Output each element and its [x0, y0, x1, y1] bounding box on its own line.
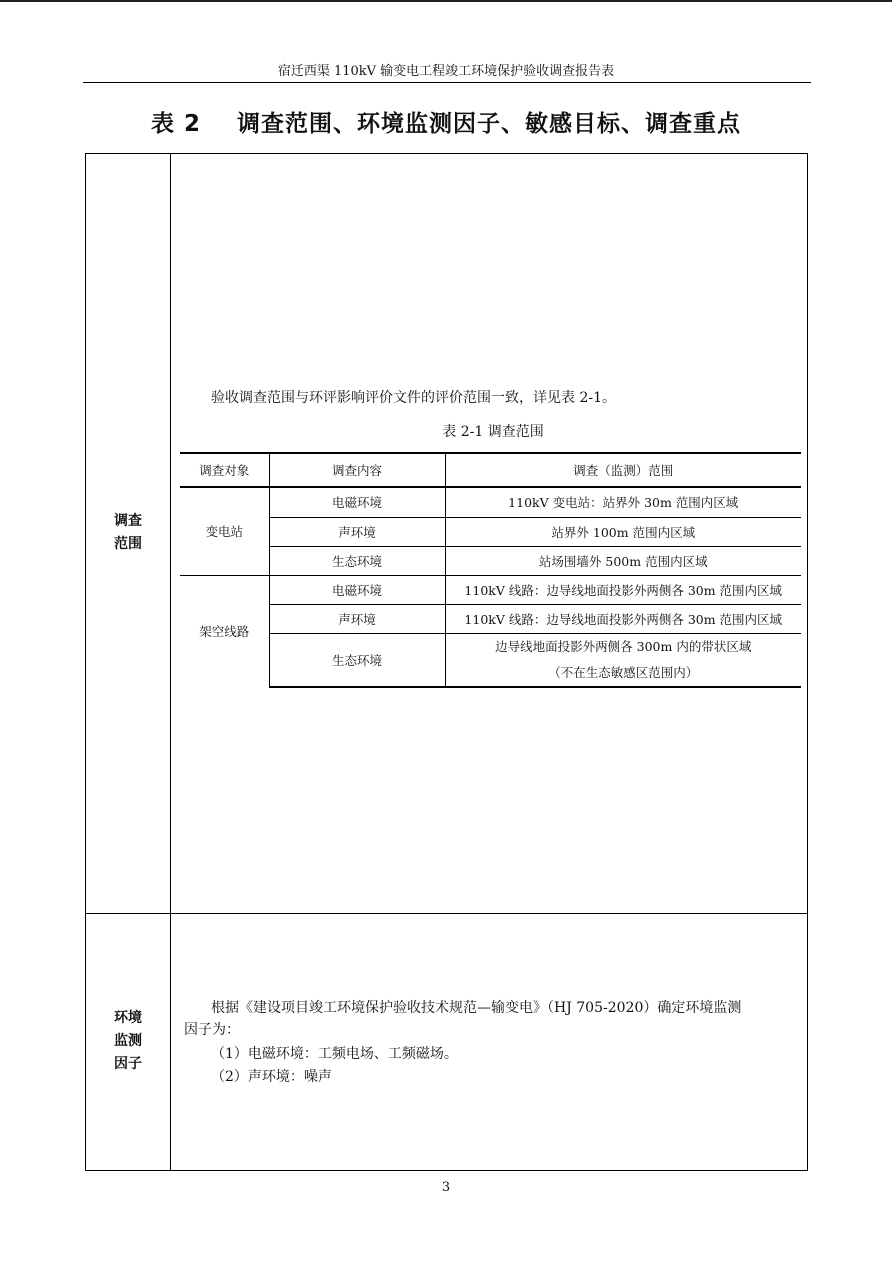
- running-header: 宿迁西渠 110kV 输变电工程竣工环境保护验收调查报告表: [277, 64, 615, 79]
- row-range-line-1: 边导线地面投影外两侧各 300m 内的带状区域: [495, 638, 752, 654]
- row-range: 站界外 100m 范围内区域: [445, 517, 801, 546]
- table-row: [180, 546, 801, 575]
- header-rule: [83, 82, 811, 83]
- scope-intro-text: 验收调查范围与环评影响评价文件的评价范围一致，详见表 2-1。: [211, 390, 616, 406]
- monitoring-item-2: （2）声环境：噪声: [211, 1069, 332, 1085]
- scope-section-label: [86, 510, 170, 556]
- scope-label-line-1: 调查: [114, 513, 142, 529]
- table-header-row: [180, 453, 801, 487]
- row-range-multiline: [445, 633, 801, 687]
- group-object-overhead-line: 架空线路: [180, 575, 269, 687]
- table-caption: 表 2-1 调查范围: [442, 424, 544, 440]
- row-content: 电磁环境: [269, 575, 445, 604]
- monitoring-intro-line-1: 根据《建设项目竣工环境保护验收技术规范—输变电》（HJ 705-2020）确定环境监测: [211, 1000, 742, 1016]
- table-row: [180, 487, 801, 517]
- row-content: 生态环境: [269, 633, 445, 687]
- header-content: 调查内容: [269, 453, 445, 487]
- group-object-substation: 变电站: [205, 524, 243, 540]
- top-border-rule: [0, 0, 892, 2]
- table-row: [180, 633, 801, 687]
- scope-label-line-2: 范围: [114, 536, 142, 552]
- row-content: 声环境: [269, 604, 445, 633]
- table-row: [180, 517, 801, 546]
- header-range: 调查（监测）范围: [445, 453, 801, 487]
- row-range-line-2: （不在生态敏感区范围内）: [548, 664, 699, 680]
- monitoring-label-line-2: 监测: [114, 1033, 142, 1049]
- main-form-table: [85, 153, 808, 1171]
- table-row: [180, 575, 801, 604]
- row-content: 生态环境: [269, 546, 445, 575]
- section-divider: [86, 913, 807, 914]
- row-range: 110kV 变电站：站界外 30m 范围内区域: [445, 487, 801, 517]
- monitoring-section-label: [86, 1007, 170, 1076]
- document-title: 表 2 调查范围、环境监测因子、敏感目标、调查重点: [150, 111, 742, 137]
- header-object: 调查对象: [180, 453, 269, 487]
- page-number: 3: [441, 1180, 451, 1195]
- row-range: 站场围墙外 500m 范围内区域: [445, 546, 801, 575]
- monitoring-intro-line-2: 因子为：: [184, 1022, 240, 1038]
- row-range: 110kV 线路：边导线地面投影外两侧各 30m 范围内区域: [445, 575, 801, 604]
- monitoring-label-line-1: 环境: [114, 1010, 142, 1026]
- label-column-divider: [170, 154, 171, 1170]
- row-content: 声环境: [269, 517, 445, 546]
- scope-table: [180, 452, 801, 688]
- monitoring-label-line-3: 因子: [114, 1056, 142, 1072]
- monitoring-item-1: （1）电磁环境：工频电场、工频磁场。: [211, 1046, 458, 1062]
- row-content: 电磁环境: [269, 487, 445, 517]
- table-row: [180, 604, 801, 633]
- row-range: 110kV 线路：边导线地面投影外两侧各 30m 范围内区域: [445, 604, 801, 633]
